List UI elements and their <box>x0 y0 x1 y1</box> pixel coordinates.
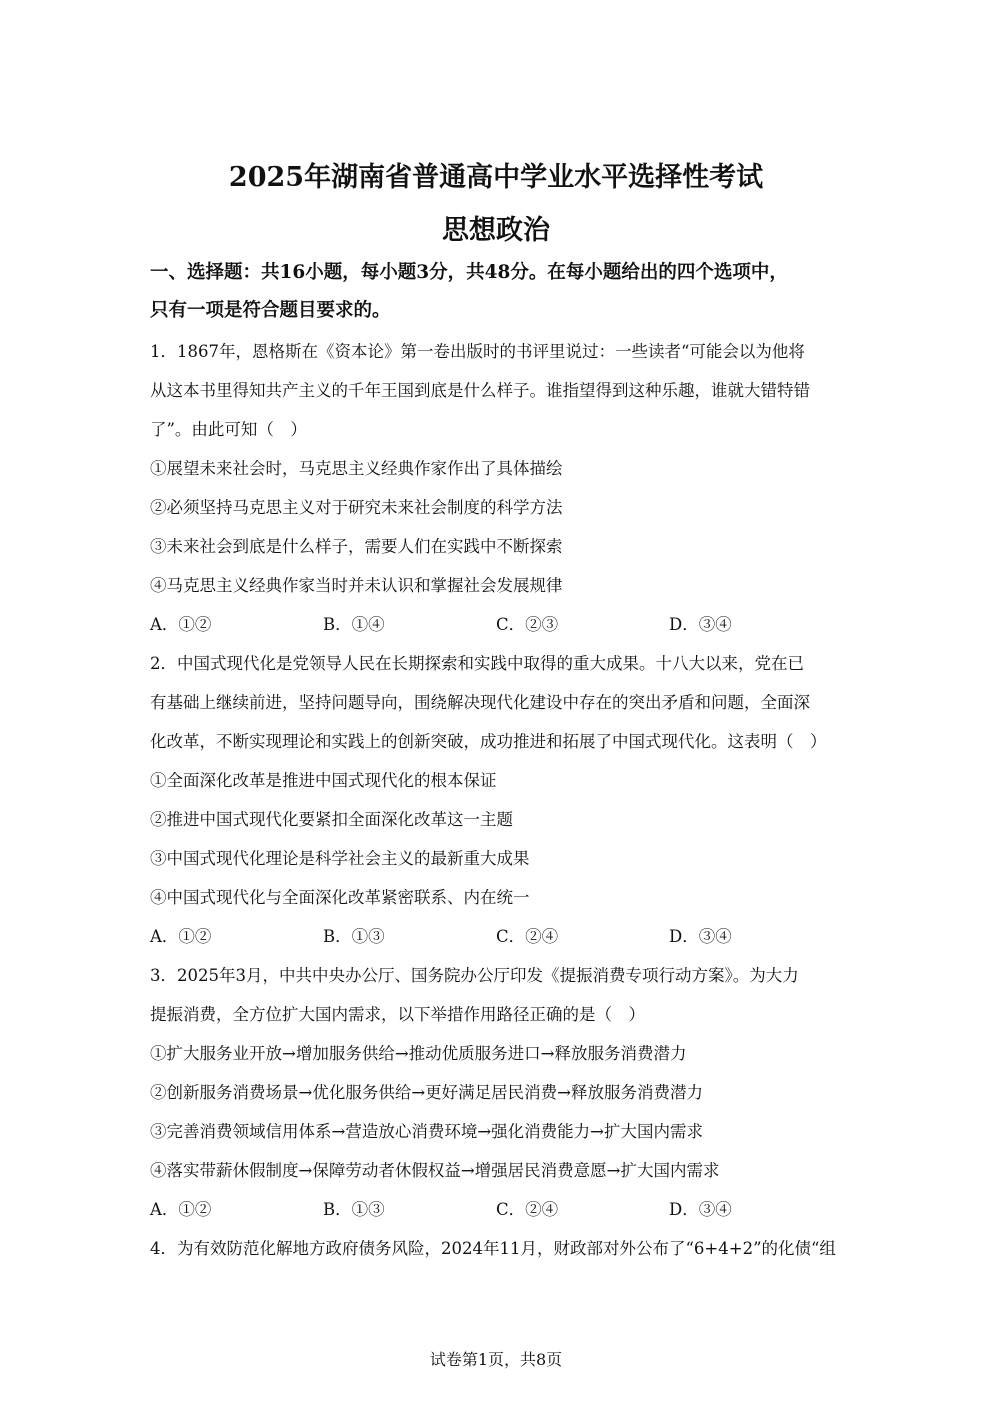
q2-statement-4: ④中国式现代化与全面深化改革紧密联系、内在统一 <box>150 888 530 907</box>
q1-stem-line-1: 1．1867年，恩格斯在《资本论》第一卷出版时的书评里说过：一些读者“可能会以为他将 <box>150 342 805 361</box>
q2-statement-1: ①全面深化改革是推进中国式现代化的根本保证 <box>150 771 497 790</box>
q2-statement-3: ③中国式现代化理论是科学社会主义的最新重大成果 <box>150 849 530 868</box>
q1-stem-line-2: 从这本书里得知共产主义的千年王国到底是什么样子。谁指望得到这种乐趣，谁就大错特错 <box>150 381 810 400</box>
q2-option-a: A．①② <box>150 927 212 946</box>
q3-statement-3: ③完善消费领域信用体系→营造放心消费环境→强化消费能力→扩大国内需求 <box>150 1122 703 1141</box>
q1-option-b: B．①④ <box>323 615 385 634</box>
q1-option-a: A．①② <box>150 615 212 634</box>
q2-option-c: C．②④ <box>496 927 559 946</box>
q3-stem-line-1: 3．2025年3月，中共中央办公厅、国务院办公厅印发《提振消费专项行动方案》。为大力 <box>150 966 799 985</box>
q2-statement-2: ②推进中国式现代化要紧扣全面深化改革这一主题 <box>150 810 513 829</box>
q3-statement-4: ④落实带薪休假制度→保障劳动者休假权益→增强居民消费意愿→扩大国内需求 <box>150 1161 720 1180</box>
q1-option-c: C．②③ <box>496 615 559 634</box>
q3-option-b: B．①③ <box>323 1200 385 1219</box>
q1-statement-2: ②必须坚持马克思主义对于研究未来社会制度的科学方法 <box>150 498 563 517</box>
section-instruction-line-2: 只有一项是符合题目要求的。 <box>150 300 391 321</box>
q3-statement-2: ②创新服务消费场景→优化服务供给→更好满足居民消费→释放服务消费潜力 <box>150 1083 703 1102</box>
q4-stem-line-1: 4．为有效防范化解地方政府债务风险，2024年11月，财政部对外公布了“6+4+2”的化债“组 <box>150 1239 836 1258</box>
q1-statement-3: ③未来社会到底是什么样子，需要人们在实践中不断探索 <box>150 537 563 556</box>
section-instruction-line-1: 一、选择题：共16小题，每小题3分，共48分。在每小题给出的四个选项中， <box>150 262 788 283</box>
q2-stem-line-3: 化改革，不断实现理论和实践上的创新突破，成功推进和拓展了中国式现代化。这表明（ ） <box>150 732 827 751</box>
q1-statement-4: ④马克思主义经典作家当时并未认识和掌握社会发展规律 <box>150 576 563 595</box>
q2-stem-line-1: 2．中国式现代化是党领导人民在长期探索和实践中取得的重大成果。十八大以来，党在已 <box>150 654 804 673</box>
q3-option-d: D．③④ <box>669 1200 732 1219</box>
q3-stem-line-2: 提振消费，全方位扩大国内需求，以下举措作用路径正确的是（ ） <box>150 1005 645 1024</box>
subject-title: 思想政治 <box>442 215 550 246</box>
q2-option-d: D．③④ <box>669 927 732 946</box>
q1-option-d: D．③④ <box>669 615 732 634</box>
q1-statement-1: ①展望未来社会时，马克思主义经典作家作出了具体描绘 <box>150 459 563 478</box>
exam-title: 2025年湖南省普通高中学业水平选择性考试 <box>228 162 764 193</box>
q3-statement-1: ①扩大服务业开放→增加服务供给→推动优质服务进口→释放服务消费潜力 <box>150 1044 687 1063</box>
page-footer: 试卷第1页，共8页 <box>429 1350 563 1369</box>
q2-stem-line-2: 有基础上继续前进，坚持问题导向，围绕解决现代化建设中存在的突出矛盾和问题，全面深 <box>150 693 810 712</box>
q3-option-a: A．①② <box>150 1200 212 1219</box>
q2-option-b: B．①③ <box>323 927 385 946</box>
q3-option-c: C．②④ <box>496 1200 559 1219</box>
q1-stem-line-3: 了”。由此可知（ ） <box>150 420 307 439</box>
